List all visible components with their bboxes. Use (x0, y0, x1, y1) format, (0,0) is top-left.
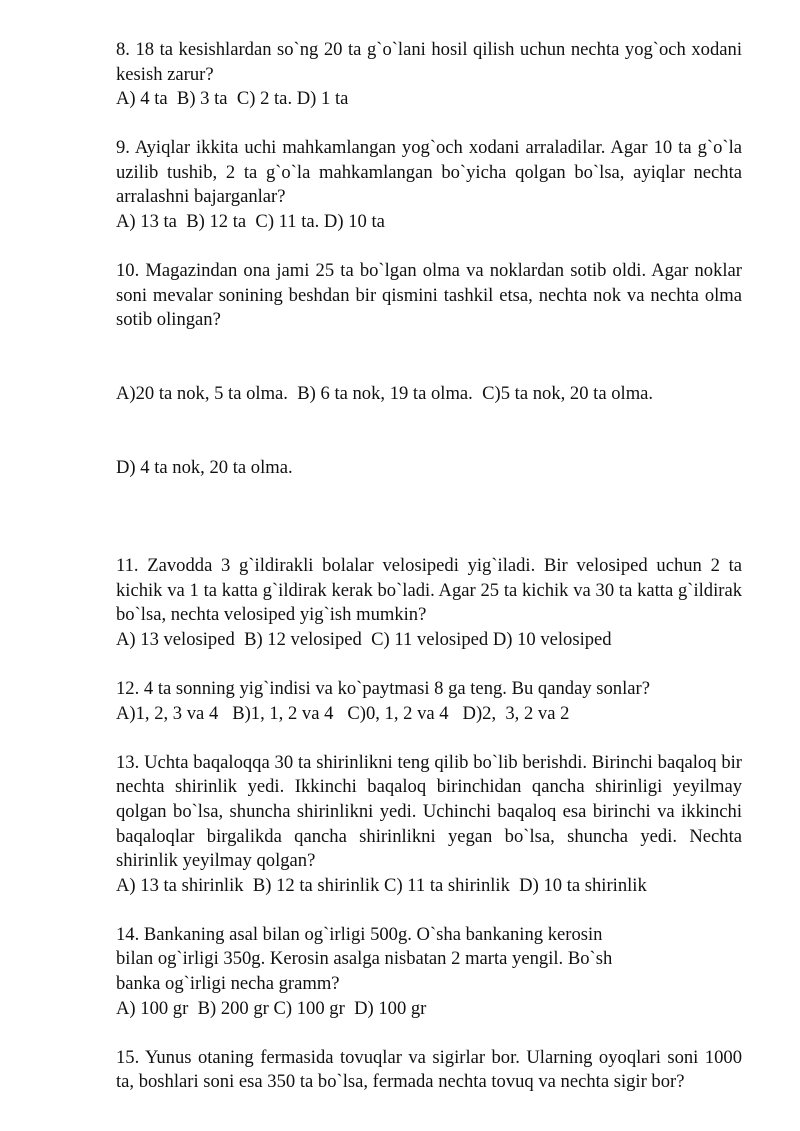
question-10 (116, 259, 742, 530)
question-line: bilan og`irligi 350g. Kerosin asalga nisbatan 2 marta yengil. Bo`sh (116, 948, 613, 970)
question-9 (116, 136, 742, 234)
question-11 (116, 554, 742, 652)
question-text: 13. Uchta baqaloqqa 30 ta shirinlikni teng qilib bo`lib berishdi. Birinchi baqaloq bir nechta shirinlik yedi. Ikkinchi baqaloq birinchidan qancha shirinligi yeyilmay qolgan bo`lsa, shuncha shirinlikni yedi. Uchinchi baqaloq esa birinchi va ikkinchi baqaloqlar birgalikda qancha shirinlikni yegan bo`lsa, shuncha yedi. Nechta shirinlik yeyilmay qolgan? (116, 751, 742, 872)
question-12 (116, 677, 742, 726)
answer-options: A)1, 2, 3 va 4 B)1, 1, 2 va 4 C)0, 1, 2 va 4 D)2, 3, 2 va 2 (116, 702, 570, 724)
question-8 (116, 38, 742, 112)
question-text: 8. 18 ta kesishlardan so`ng 20 ta g`o`lani hosil qilish uchun nechta yog`och xodani kesish zarur? (116, 39, 742, 85)
answer-options: A) 13 ta shirinlik B) 12 ta shirinlik C) 11 ta shirinlik D) 10 ta shirinlik (116, 874, 647, 896)
question-line: banka og`irligi necha gramm? (116, 973, 340, 994)
answer-options: A) 100 gr B) 200 gr C) 100 gr D) 100 gr (116, 997, 427, 1019)
document-page (116, 38, 742, 1119)
question-line: 14. Bankaning asal bilan og`irligi 500g. O`sha bankaning kerosin (116, 923, 603, 945)
question-text: 9. Ayiqlar ikkita uchi mahkamlangan yog`och xodani arraladilar. Agar 10 ta g`o`la uzilib tushib, 2 ta g`o`la mahkamlangan bo`yicha qolgan bo`lsa, ayiqlar nechta arralashni bajarganlar? (116, 137, 742, 208)
question-15 (116, 1046, 742, 1095)
answer-options: A) 13 velosiped B) 12 velosiped C) 11 velosiped D) 10 velosiped (116, 628, 612, 650)
question-text: 15. Yunus otaning fermasida tovuqlar va sigirlar bor. Ularning oyoqlari soni 1000 ta, boshlari soni esa 350 ta bo`lsa, fermada nechta tovuq va nechta sigir bor? (116, 1046, 742, 1093)
question-text: 12. 4 ta sonning yig`indisi va ko`paytmasi 8 ga teng. Bu qanday sonlar? (116, 678, 650, 700)
question-14 (116, 923, 742, 1021)
question-text: 11. Zavodda 3 g`ildirakli bolalar velosipedi yig`iladi. Bir velosiped uchun 2 ta kichik va 1 ta katta g`ildirak kerak bo`ladi. Agar 25 ta kichik va 30 ta katta g`ildirak bo`lsa, nechta velosiped yig`ish mumkin? (116, 555, 742, 626)
question-text (116, 923, 742, 997)
answer-options: A) 13 ta B) 12 ta C) 11 ta. D) 10 ta (116, 211, 385, 233)
question-text: 10. Magazindan ona jami 25 ta bo`lgan olma va noklardan sotib oldi. Agar noklar soni mevalar sonining beshdan bir qismini tashkil etsa, nechta nok va nechta olma sotib olingan? (116, 260, 742, 331)
answer-line: A)20 ta nok, 5 ta olma. B) 6 ta nok, 19 ta olma. C)5 ta nok, 20 ta olma. (116, 383, 654, 405)
answer-line: D) 4 ta nok, 20 ta olma. (116, 456, 293, 478)
answer-options (116, 333, 742, 530)
question-13 (116, 751, 742, 899)
answer-options: A) 4 ta B) 3 ta C) 2 ta. D) 1 ta (116, 88, 349, 110)
